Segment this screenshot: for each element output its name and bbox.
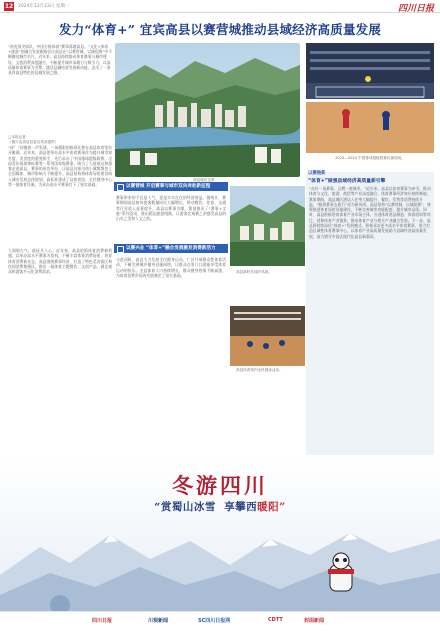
- sports-hall-caption: 高县体育馆内全民健身活动。: [236, 368, 283, 372]
- page-number: 12: [4, 3, 14, 10]
- banner-slogan-a: “赏蜀山冰雪: [154, 501, 216, 513]
- town-photo-caption: 高县新时代城乡风貌。: [236, 270, 272, 274]
- banner-slogan-b: 享攀西: [224, 501, 258, 513]
- sidebar-title: “体育+”做强县域经济高质量新引擎: [308, 179, 386, 184]
- page-headline: 发力“体育+” 宜宾高县以赛营城推动县域经济高质量发展: [58, 22, 382, 37]
- sidebar-label: 以赛链新: [308, 171, 326, 176]
- section-2-body-b: 与此同时，高县大力发展全民健身运动，广泛开展群众性体育活动，不断完善城乡健身设施网络，让群众在家门口就能享受体育运动的快乐。全县体育人口持续增长，群众健身热情不断高涨，为体育消费市场的发展奠定了坚实基础。: [116, 257, 226, 278]
- masthead-logo: 四川日报: [397, 4, 434, 14]
- volleyball-caption: 2023—2024 中国排球超级联赛比赛现场。: [335, 156, 405, 160]
- banner-title: 冬游四川: [172, 473, 268, 498]
- section-1-body-a: “砰！”伴随着一声发球，一场精彩的排球比赛在高县体育馆拉开帷幕。近年来，高县把举办高水平体育赛事作为提升城市知名度、美誉度的重要抓手，先后承办了中国排球超级联赛、全国青年排球锦标赛等一系列国家级赛事，吸引了大批观众和游客走进高县。赛事的成功举办，让高县这座川南小城频频登上全国媒体，城市影响力不断提升。高县坚持将体育场馆建设纳入城市发展总体规划，高标准建成了县体育馆、全民健身中心等一批体育设施，为承办高水平赛事打下了坚实基础。: [8, 145, 112, 188]
- volleyball-match-photo: [306, 43, 434, 153]
- intro-paragraph: “南充顶尖球队、中国方排体育”赛事落地高县。“文化+体育+旅游”的融合发展新路径让高县在“以赛营城、以城促赛”中不断擦亮城市名片。近年来，高县持续推动体育赛事与城市建设、文旅消费深度融合，不断提升城市承载力与吸引力，以高质量体育赛事为引擎，激活县域经济发展新动能，走出了一条具有高县特色的县域发展之路。: [8, 44, 112, 76]
- banner-slogan-warm: 暖阳”: [257, 501, 286, 513]
- sidebar-body: “办好一场赛事，点燃一座城市。”近年来，高县以体育赛事为牵引，推动体育与文化、旅游、商贸等产业深度融合，体育赛事经济效应持续释放。赛事期间，高县城区酒店入住率大幅提升，餐饮、零售等消费持续升温，“跟着赛事去旅行”成为新风尚。高县坚持“以赛营城、以城促赛”，统筹推进体育场馆设施建设，不断完善城市功能配套，提升城市品质。同时，高县积极培育体育产业市场主体，引进体育用品制造、体育培训等项目，延伸体育产业链条，推动体育产业与相关产业融合发展。下一步，高县将持续深化“体育+”发展模式，积极承办更多高水平体育赛事，着力打造区域性体育赛事中心，以体育产业高质量发展助力县域经济高质量发展，奋力谱写中国式现代化高县新篇章。: [309, 186, 431, 239]
- city-panorama-photo: [115, 43, 300, 177]
- footer-logo-scol: SC四川日报网: [198, 618, 231, 624]
- section-2-body-a: 人间烟火气，最抚凡人心。近年来，高县抢抓体育消费新机遇，以举办高水平赛事为契机，不断丰富体育消费场景，培育体育消费新业态。高县围绕赛事经济，打造了特色美食街区和夜间消费集聚区，推出一批体育主题餐饮、文创产品，满足观众和游客多元化消费需求。: [8, 248, 112, 275]
- footer-logo-cdtt: CDTT: [268, 617, 283, 623]
- issue-date: 2024年12月23日 星期一: [18, 4, 70, 9]
- footer-logo-sichuan-daily: 四川日报: [92, 618, 113, 624]
- panorama-caption: 高县城市全景: [193, 178, 215, 182]
- reporter-credit: □本报记者 （图片由高县县委宣传部提供）: [8, 135, 59, 144]
- section-1-heading: 以赛营城 开启赛事与城市双向奔赴新征程: [114, 182, 228, 191]
- town-landscape-photo: [230, 186, 305, 266]
- section-1-body-b: 赛事带来的不仅是人气，更是实实在在的经济效益。据统计，赛事期间高县接待游客数量同比大幅增长，带动餐饮、住宿、交通等行业收入显著提升。高县以赛事为媒，策划推出了“赛事+文旅”系列活动，推出精品旅游线路，让游客在观赛之余感受高县的山水之美和人文之韵。: [116, 195, 226, 222]
- footer-logo-cover: 封面新闻: [304, 618, 325, 624]
- footer-logo-chuanguan: 川观新闻: [148, 618, 169, 624]
- banner-slogan: [0, 499, 440, 514]
- section-2-heading: 以赛兴业 “体育+”融合发展激发消费新活力: [114, 244, 228, 253]
- sports-hall-photo: [230, 306, 305, 366]
